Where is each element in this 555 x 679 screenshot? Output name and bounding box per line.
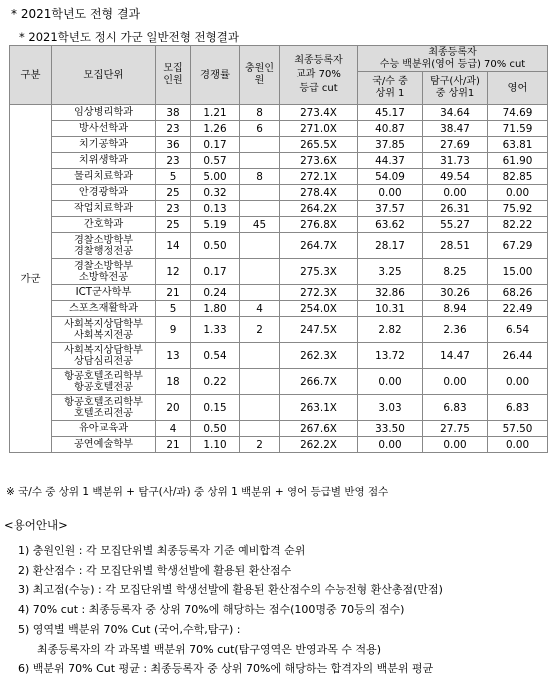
english-cell: 0.00 xyxy=(488,185,548,201)
header-english: 영어 xyxy=(488,72,548,105)
korean-math-cell: 3.03 xyxy=(358,395,423,421)
ratio-cell: 1.10 xyxy=(191,437,240,453)
table-row xyxy=(10,437,548,453)
waitlist-cell xyxy=(240,285,280,301)
inquiry-cell: 38.47 xyxy=(423,121,488,137)
waitlist-cell xyxy=(240,233,280,259)
waitlist-cell xyxy=(240,185,280,201)
glossary-item: 최종등록자의 각 과목별 백분위 70% cut(탐구영역은 반영과목 수 적용) xyxy=(37,642,381,656)
header-ratio: 경쟁률 xyxy=(191,46,240,105)
table-row xyxy=(10,185,548,201)
ratio-cell: 0.50 xyxy=(191,233,240,259)
inquiry-cell: 14.47 xyxy=(423,343,488,369)
header-quota: 모집 인원 xyxy=(156,46,191,105)
dept-name: 임상병리학과 xyxy=(52,105,156,121)
quota-cell: 23 xyxy=(156,153,191,169)
english-cell: 82.85 xyxy=(488,169,548,185)
inquiry-cell: 0.00 xyxy=(423,437,488,453)
korean-math-cell: 0.00 xyxy=(358,185,423,201)
cut-cell: 272.3X xyxy=(280,285,358,301)
waitlist-cell: 8 xyxy=(240,169,280,185)
english-cell: 57.50 xyxy=(488,421,548,437)
dept-name: 작업치료학과 xyxy=(52,201,156,217)
waitlist-cell: 2 xyxy=(240,317,280,343)
dept-name: 사회복지상담학부 사회복지전공 xyxy=(52,317,156,343)
header-unit: 모집단위 xyxy=(52,46,156,105)
quota-cell: 13 xyxy=(156,343,191,369)
quota-cell: 9 xyxy=(156,317,191,343)
english-cell: 0.00 xyxy=(488,369,548,395)
table-row xyxy=(10,369,548,395)
cut-cell: 278.4X xyxy=(280,185,358,201)
table-row xyxy=(10,233,548,259)
quota-cell: 21 xyxy=(156,285,191,301)
english-cell: 6.54 xyxy=(488,317,548,343)
ratio-cell: 0.15 xyxy=(191,395,240,421)
waitlist-cell xyxy=(240,153,280,169)
ratio-cell: 1.80 xyxy=(191,301,240,317)
quota-cell: 12 xyxy=(156,259,191,285)
inquiry-cell: 2.36 xyxy=(423,317,488,343)
ratio-cell: 0.50 xyxy=(191,421,240,437)
page-heading: * 2021학년도 전형 결과 xyxy=(11,7,141,21)
cut-cell: 275.3X xyxy=(280,259,358,285)
korean-math-cell: 32.86 xyxy=(358,285,423,301)
dept-name: ICT군사학부 xyxy=(52,285,156,301)
cut-cell: 273.4X xyxy=(280,105,358,121)
korean-math-cell: 28.17 xyxy=(358,233,423,259)
ratio-cell: 0.24 xyxy=(191,285,240,301)
cut-cell: 272.1X xyxy=(280,169,358,185)
inquiry-cell: 49.54 xyxy=(423,169,488,185)
waitlist-cell xyxy=(240,137,280,153)
dept-name: 간호학과 xyxy=(52,217,156,233)
waitlist-cell xyxy=(240,201,280,217)
table-row xyxy=(10,217,548,233)
cut-cell: 262.3X xyxy=(280,343,358,369)
ratio-cell: 0.54 xyxy=(191,343,240,369)
waitlist-cell xyxy=(240,421,280,437)
korean-math-cell: 3.25 xyxy=(358,259,423,285)
english-cell: 68.26 xyxy=(488,285,548,301)
inquiry-cell: 8.94 xyxy=(423,301,488,317)
quota-cell: 5 xyxy=(156,169,191,185)
dept-name: 항공호텔조리학부 항공호텔전공 xyxy=(52,369,156,395)
cut-cell: 267.6X xyxy=(280,421,358,437)
inquiry-cell: 0.00 xyxy=(423,185,488,201)
waitlist-cell: 2 xyxy=(240,437,280,453)
waitlist-cell xyxy=(240,259,280,285)
inquiry-cell: 30.26 xyxy=(423,285,488,301)
table-row xyxy=(10,285,548,301)
waitlist-cell xyxy=(240,369,280,395)
waitlist-cell: 45 xyxy=(240,217,280,233)
dept-name: 공연예술학부 xyxy=(52,437,156,453)
quota-cell: 36 xyxy=(156,137,191,153)
header-korean-math: 국/수 중 상위 1 xyxy=(358,72,423,105)
quota-cell: 21 xyxy=(156,437,191,453)
ratio-cell: 0.57 xyxy=(191,153,240,169)
waitlist-cell: 4 xyxy=(240,301,280,317)
glossary-item: 6) 백분위 70% Cut 평균 : 최종등록자 중 상위 70%에 해당하는 합격자의 백분위 평균 xyxy=(18,662,434,676)
korean-math-cell: 2.82 xyxy=(358,317,423,343)
table-row xyxy=(10,137,548,153)
dept-name: 방사선학과 xyxy=(52,121,156,137)
table-row xyxy=(10,395,548,421)
english-cell: 74.69 xyxy=(488,105,548,121)
inquiry-cell: 31.73 xyxy=(423,153,488,169)
korean-math-cell: 45.17 xyxy=(358,105,423,121)
dept-name: 안경광학과 xyxy=(52,185,156,201)
cut-cell: 273.6X xyxy=(280,153,358,169)
quota-cell: 23 xyxy=(156,121,191,137)
ratio-cell: 1.26 xyxy=(191,121,240,137)
dept-name: 사회복지상담학부 상담심리전공 xyxy=(52,343,156,369)
glossary-item: 5) 영역별 백분위 70% Cut (국어,수학,탐구) : xyxy=(18,622,241,636)
inquiry-cell: 28.51 xyxy=(423,233,488,259)
quota-cell: 14 xyxy=(156,233,191,259)
quota-cell: 20 xyxy=(156,395,191,421)
glossary-item: 1) 충원인원 : 각 모집단위별 최종등록자 기준 예비합격 순위 xyxy=(18,544,306,557)
ratio-cell: 0.13 xyxy=(191,201,240,217)
inquiry-cell: 27.75 xyxy=(423,421,488,437)
quota-cell: 25 xyxy=(156,217,191,233)
cut-cell: 247.5X xyxy=(280,317,358,343)
korean-math-cell: 37.85 xyxy=(358,137,423,153)
table-row xyxy=(10,259,548,285)
inquiry-cell: 27.69 xyxy=(423,137,488,153)
dept-name: 경찰소방학부 경찰행정전공 xyxy=(52,233,156,259)
dept-name: 경찰소방학부 소방학전공 xyxy=(52,259,156,285)
quota-cell: 25 xyxy=(156,185,191,201)
table-row xyxy=(10,421,548,437)
table-row xyxy=(10,105,548,121)
english-cell: 22.49 xyxy=(488,301,548,317)
cut-cell: 264.7X xyxy=(280,233,358,259)
glossary-item: 2) 환산점수 : 각 모집단위별 학생선발에 활용된 환산점수 xyxy=(18,563,292,577)
english-cell: 6.83 xyxy=(488,395,548,421)
dept-name: 유아교육과 xyxy=(52,421,156,437)
ratio-cell: 0.22 xyxy=(191,369,240,395)
korean-math-cell: 33.50 xyxy=(358,421,423,437)
waitlist-cell: 6 xyxy=(240,121,280,137)
dept-name: 항공호텔조리학부 호텔조리전공 xyxy=(52,395,156,421)
header-waitlist: 충원인 원 xyxy=(240,46,280,105)
waitlist-cell xyxy=(240,343,280,369)
waitlist-cell: 8 xyxy=(240,105,280,121)
table-row xyxy=(10,301,548,317)
korean-math-cell: 0.00 xyxy=(358,369,423,395)
dept-name: 치기공학과 xyxy=(52,137,156,153)
waitlist-cell xyxy=(240,395,280,421)
inquiry-cell: 6.83 xyxy=(423,395,488,421)
inquiry-cell: 34.64 xyxy=(423,105,488,121)
quota-cell: 5 xyxy=(156,301,191,317)
inquiry-cell: 55.27 xyxy=(423,217,488,233)
quota-cell: 4 xyxy=(156,421,191,437)
header-inquiry: 탐구(사/과) 중 상위1 xyxy=(423,72,488,105)
korean-math-cell: 0.00 xyxy=(358,437,423,453)
group-label: 가군 xyxy=(10,105,52,453)
ratio-cell: 0.17 xyxy=(191,259,240,285)
quota-cell: 38 xyxy=(156,105,191,121)
cut-cell: 265.5X xyxy=(280,137,358,153)
table-row xyxy=(10,153,548,169)
table-row xyxy=(10,121,548,137)
dept-name: 물리치료학과 xyxy=(52,169,156,185)
table-row xyxy=(10,317,548,343)
table-row xyxy=(10,201,548,217)
header-type: 구분 xyxy=(10,46,52,105)
admission-results-table xyxy=(9,45,548,453)
cut-cell: 271.0X xyxy=(280,121,358,137)
english-cell: 61.90 xyxy=(488,153,548,169)
korean-math-cell: 44.37 xyxy=(358,153,423,169)
cut-cell: 262.2X xyxy=(280,437,358,453)
table-row xyxy=(10,169,548,185)
ratio-cell: 5.19 xyxy=(191,217,240,233)
english-cell: 63.81 xyxy=(488,137,548,153)
inquiry-cell: 26.31 xyxy=(423,201,488,217)
ratio-cell: 0.32 xyxy=(191,185,240,201)
english-cell: 0.00 xyxy=(488,437,548,453)
english-cell: 71.59 xyxy=(488,121,548,137)
korean-math-cell: 40.87 xyxy=(358,121,423,137)
korean-math-cell: 13.72 xyxy=(358,343,423,369)
korean-math-cell: 37.57 xyxy=(358,201,423,217)
cut-cell: 264.2X xyxy=(280,201,358,217)
english-cell: 75.92 xyxy=(488,201,548,217)
inquiry-cell: 0.00 xyxy=(423,369,488,395)
quota-cell: 23 xyxy=(156,201,191,217)
cut-cell: 266.7X xyxy=(280,369,358,395)
inquiry-cell: 8.25 xyxy=(423,259,488,285)
section-heading: * 2021학년도 정시 가군 일반전형 전형결과 xyxy=(19,30,239,44)
header-cut: 최종등록자 교과 70% 등급 cut xyxy=(280,46,358,105)
glossary-item: 3) 최고점(수능) : 각 모집단위별 학생선발에 활용된 환산점수의 수능전형 환산총점(만점) xyxy=(18,583,443,597)
header-suneung-group: 최종등록자 수능 백분위(영어 등급) 70% cut xyxy=(358,46,548,72)
footnote: ※ 국/수 중 상위 1 백분위 + 탐구(사/과) 중 상위 1 백분위 + 영어 등급별 반영 점수 xyxy=(6,486,389,498)
korean-math-cell: 54.09 xyxy=(358,169,423,185)
cut-cell: 254.0X xyxy=(280,301,358,317)
glossary-title: <용어안내> xyxy=(4,518,68,532)
korean-math-cell: 10.31 xyxy=(358,301,423,317)
ratio-cell: 5.00 xyxy=(191,169,240,185)
korean-math-cell: 63.62 xyxy=(358,217,423,233)
table-row xyxy=(10,343,548,369)
english-cell: 82.22 xyxy=(488,217,548,233)
glossary-list xyxy=(18,541,443,679)
dept-name: 치위생학과 xyxy=(52,153,156,169)
quota-cell: 18 xyxy=(156,369,191,395)
english-cell: 67.29 xyxy=(488,233,548,259)
glossary-item: 4) 70% cut : 최종등록자 중 상위 70%에 해당하는 점수(100명중 70등의 점수) xyxy=(18,603,405,617)
english-cell: 15.00 xyxy=(488,259,548,285)
cut-cell: 276.8X xyxy=(280,217,358,233)
dept-name: 스포츠재활학과 xyxy=(52,301,156,317)
cut-cell: 263.1X xyxy=(280,395,358,421)
ratio-cell: 0.17 xyxy=(191,137,240,153)
ratio-cell: 1.33 xyxy=(191,317,240,343)
english-cell: 26.44 xyxy=(488,343,548,369)
ratio-cell: 1.21 xyxy=(191,105,240,121)
